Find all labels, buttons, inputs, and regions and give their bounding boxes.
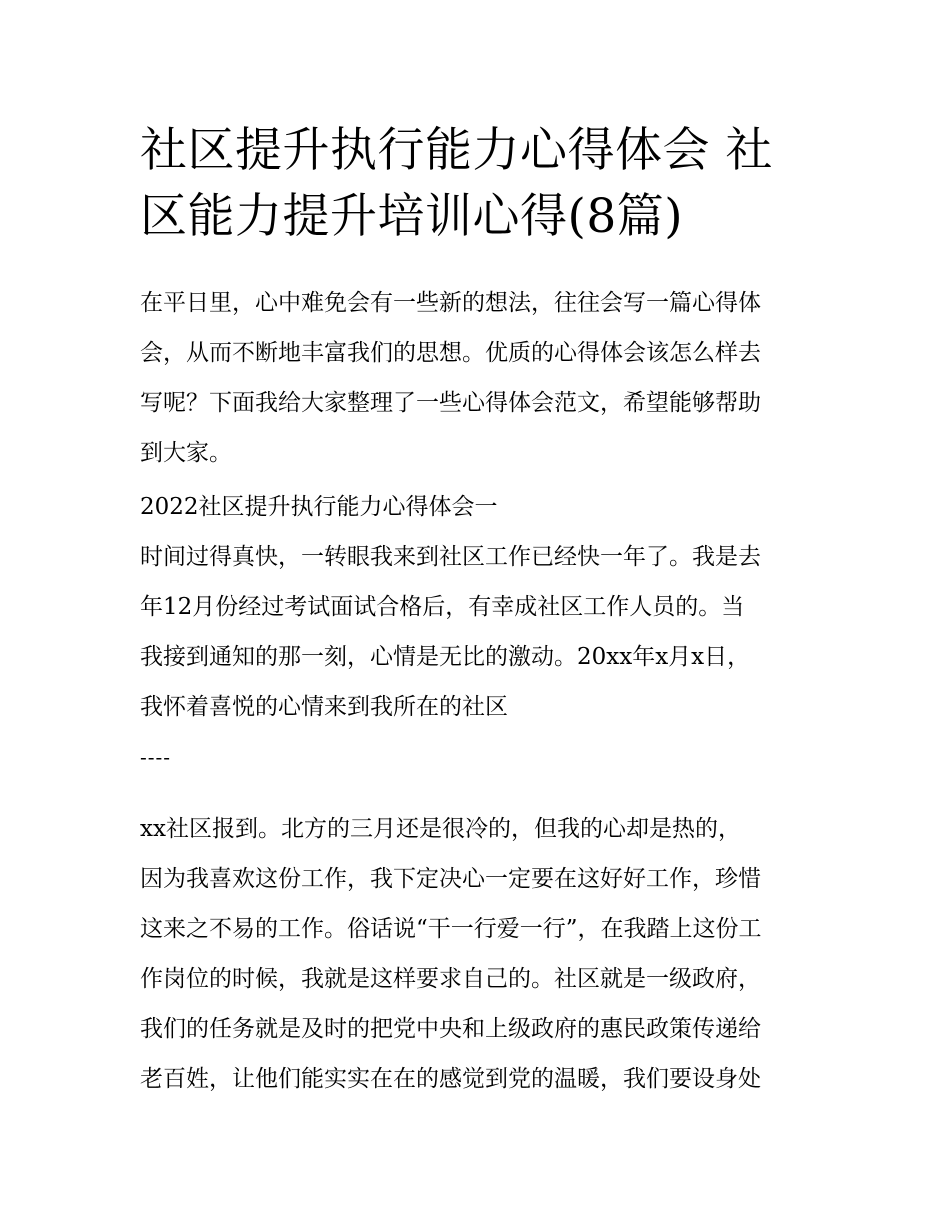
paragraph-line: 因为我喜欢这份工作，我下定决心一定要在这好好工作，珍惜	[140, 866, 761, 892]
intro-line: 在平日里，心中难免会有一些新的想法，往往会写一篇心得体	[140, 290, 761, 316]
paragraph-line: 我们的任务就是及时的把党中央和上级政府的惠民政策传递给	[140, 1016, 761, 1042]
intro-line: 会，从而不断地丰富我们的思想。优质的心得体会该怎么样去	[140, 340, 761, 366]
paragraph-line: 我怀着喜悦的心情来到我所在的社区	[140, 694, 508, 720]
intro-paragraph	[140, 278, 830, 478]
document-title	[140, 118, 830, 250]
paragraph-line: 作岗位的时候，我就是这样要求自己的。社区就是一级政府，	[140, 966, 761, 992]
paragraph-line: 我接到通知的那一刻，心情是无比的激动。20xx年x月x日，	[140, 644, 751, 670]
paragraph-one	[140, 532, 830, 732]
paragraph-line: 时间过得真快，一转眼我来到社区工作已经快一年了。我是去	[140, 544, 761, 570]
paragraph-line: 这来之不易的工作。俗话说“干一行爱一行”，在我踏上这份工	[140, 916, 762, 942]
paragraph-line: xx社区报到。北方的三月还是很冷的，但我的心却是热的，	[140, 816, 741, 842]
paragraph-line: 老百姓，让他们能实实在在的感觉到党的温暖，我们要设身处	[140, 1066, 761, 1092]
page-separator-block	[140, 732, 830, 782]
section-heading-block	[140, 482, 830, 532]
intro-line: 到大家。	[140, 440, 232, 466]
section-heading: 2022社区提升执行能力心得体会一	[140, 494, 498, 520]
page-separator: ----	[140, 745, 172, 769]
intro-line: 写呢？下面我给大家整理了一些心得体会范文，希望能够帮助	[140, 390, 761, 416]
paragraph-two	[140, 804, 830, 1104]
title-line: 社区提升执行能力心得体会 社	[140, 123, 773, 178]
paragraph-line: 年12月份经过考试面试合格后，有幸成社区工作人员的。当	[140, 594, 745, 620]
title-line: 区能力提升培训心得(8篇)	[140, 189, 684, 244]
